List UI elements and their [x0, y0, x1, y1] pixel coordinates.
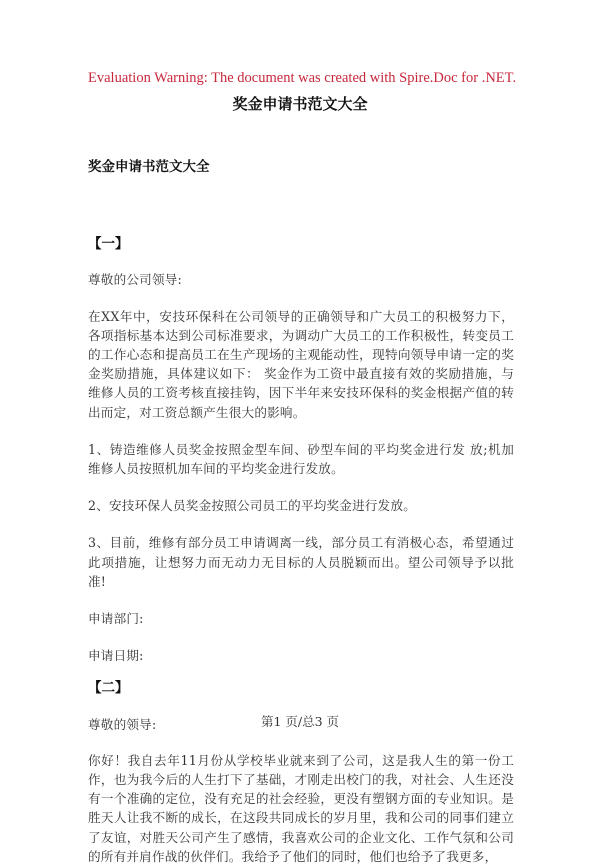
section-marker-2: 【二】	[88, 680, 129, 697]
page-indicator: 第1 页/总3 页	[260, 714, 340, 729]
salutation-1: 尊敬的公司领导:	[88, 272, 182, 288]
paragraph: 你好！我自去年11月份从学校毕业就来到了公司，这是我人生的第一份工作，也为我今后的人生打下了基础，才刚走出校门的我，对社会、人生还没有一个准确的定位，没有充足的社会经验，更没有塑钢方面的专业知识。是胜天人让我不断的成长，在这段共同成长的岁月里，我和公司的同事们建立了友谊，对胜天公司产生了感情，我喜欢公司的企业文化、工作气氛和公司的所有并肩作战的伙伴们。我给予了他们的同时，他们也给予了我更多，	[88, 752, 514, 864]
paragraph: 2、安技环保人员奖金按照公司员工的平均奖金进行发放。	[88, 498, 417, 514]
document-title: 奖金申请书范文大全	[232, 95, 368, 113]
date-label: 申请日期:	[88, 648, 144, 664]
department-label: 申请部门:	[88, 611, 144, 627]
document-subtitle: 奖金申请书范文大全	[88, 159, 210, 175]
document-body	[88, 158, 514, 866]
evaluation-warning: Evaluation Warning: The document was created with Spire.Doc for .NET.	[88, 70, 517, 86]
salutation-2: 尊敬的领导:	[88, 716, 157, 732]
paragraph: 在XX年中，安技环保科在公司领导的正确领导和广大员工的积极努力下，各项指标基本达到公司标准要求，为调动广大员工的工作积极性，转变员工的工作心态和提高员工在生产现场的主观能动性，现特向领导申请一定的奖金奖励措施，具体建议如下： 奖金作为工资中最直接有效的奖励措施，与维修人员的工资考核直接挂钩，因下半年来安技环保科的奖金根据产值的转出而定，对工资总额产生很大的影响。	[88, 308, 514, 420]
paragraph: 3、目前，维修有部分员工申请调离一线，部分员工有消极心态，希望通过此项措施，让想努力而无动力无目标的人员脱颖而出。望公司领导予以批准!	[88, 535, 514, 589]
paragraph: 1、铸造维修人员奖金按照金型车间、砂型车间的平均奖金进行发 放;机加维修人员按照机加车间的平均奖金进行发放。	[88, 441, 514, 477]
section-marker-1: 【一】	[88, 236, 129, 253]
